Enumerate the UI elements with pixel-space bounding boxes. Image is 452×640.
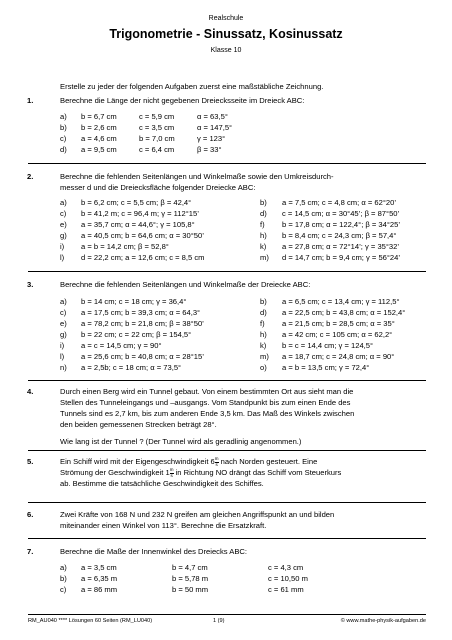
item-label: k) bbox=[260, 242, 267, 251]
item-label: l) bbox=[60, 352, 65, 361]
item-label: a) bbox=[60, 112, 67, 121]
divider bbox=[28, 271, 426, 272]
task-text-line: Berechne die fehlenden Seitenlängen und Winkelmaße sowie den Umkreisdurch- bbox=[60, 172, 334, 181]
item-value: b = 17,8 cm; α = 122,4°; β = 34°25’ bbox=[282, 220, 401, 229]
task-text-line: ab. Bestimme die tatsächliche Geschwindigkeit des Schiffes. bbox=[60, 479, 264, 488]
item-value: a = 78,2 cm; b = 21,8 cm; β = 38°50’ bbox=[81, 319, 204, 328]
item-value: a = 2,5b; c = 18 cm; α = 73,5° bbox=[81, 363, 182, 372]
task-5 bbox=[27, 456, 427, 489]
task-4 bbox=[27, 386, 427, 447]
divider bbox=[28, 380, 426, 381]
item-value: a = 42 cm; c = 105 cm; α = 62,2° bbox=[282, 330, 393, 339]
task-3 bbox=[27, 279, 427, 290]
item-label: h) bbox=[260, 231, 267, 240]
fraction-denominator: s bbox=[170, 472, 173, 478]
item-label: i) bbox=[60, 242, 65, 251]
item-value: a = 6,35 m bbox=[81, 574, 118, 583]
item-label: c) bbox=[60, 308, 67, 317]
item-label: b) bbox=[60, 574, 67, 583]
task-1 bbox=[27, 95, 427, 106]
item-value: a = 17,5 cm; b = 39,3 cm; α = 64,3° bbox=[81, 308, 201, 317]
text-segment: in Richtung NO drängt das Schiff vom Steuerkurs bbox=[173, 468, 342, 477]
task-text: Berechne die fehlenden Seitenlängen und Winkelmaße der Dreiecke ABC: bbox=[60, 280, 311, 289]
item-value: a = 7,5 cm; c = 4,8 cm; α = 62°20’ bbox=[282, 198, 397, 207]
task-number: 3. bbox=[27, 280, 34, 289]
task-number: 5. bbox=[27, 457, 34, 466]
item-value: a = 25,6 cm; b = 40,8 cm; α = 28°15’ bbox=[81, 352, 204, 361]
item-value: b = 8,4 cm; c = 24,3 cm; β = 57,4° bbox=[282, 231, 397, 240]
task-question: Wie lang ist der Tunnel ? (Der Tunnel wird als geradlinig angenommen.) bbox=[60, 437, 302, 446]
fraction-numerator: m bbox=[214, 456, 219, 461]
task-text-line bbox=[60, 467, 427, 478]
fraction-numerator: m bbox=[169, 467, 174, 472]
item-value: a = 3,5 cm bbox=[81, 563, 117, 572]
item-value: b = 2,6 cm bbox=[81, 123, 117, 132]
divider bbox=[28, 502, 426, 503]
item-value: b = 14 cm; c = 18 cm; γ = 36,4° bbox=[81, 297, 187, 306]
item-value: d = 14,7 cm; b = 9,4 cm; γ = 56°24’ bbox=[282, 253, 401, 262]
item-value: a = 18,7 cm; c = 24,8 cm; α = 90° bbox=[282, 352, 395, 361]
divider bbox=[28, 450, 426, 451]
item-value: b = 4,7 cm bbox=[172, 563, 208, 572]
item-value: c = 3,5 cm bbox=[139, 123, 175, 132]
task-text-line: Stellen des Tunneleingangs und –ausgangs. Vom Standpunkt bis zum einen Ende des bbox=[60, 398, 351, 407]
item-label: c) bbox=[60, 585, 67, 594]
task-text-line: Zwei Kräfte von 168 N und 232 N greifen am gleichen Angriffspunkt an und bilden bbox=[60, 510, 335, 519]
item-value: c = 10,50 m bbox=[268, 574, 308, 583]
item-label: b) bbox=[260, 198, 267, 207]
fraction-denominator: s bbox=[215, 461, 218, 467]
item-value: a = b = 13,5 cm; γ = 72,4° bbox=[282, 363, 370, 372]
item-value: c = 6,4 cm bbox=[139, 145, 175, 154]
item-label: c) bbox=[60, 134, 67, 143]
item-value: a = b = 14,2 cm; β = 52,8° bbox=[81, 242, 169, 251]
school-label: Realschule bbox=[208, 15, 244, 22]
task-number: 2. bbox=[27, 172, 34, 181]
item-value: a = 22,5 cm; b = 43,8 cm; α = 152,4° bbox=[282, 308, 406, 317]
text-segment: Ein Schiff wird mit der Eigengeschwindigkeit 6 bbox=[60, 457, 215, 466]
page-title: Trigonometrie - Sinussatz, Kosinussatz bbox=[109, 27, 343, 41]
footer-code: RM_AU040 **** Lösungen 60 Seiten (RM_LU040) bbox=[28, 618, 153, 624]
item-label: i) bbox=[60, 341, 65, 350]
item-label: n) bbox=[60, 363, 67, 372]
divider bbox=[28, 163, 426, 164]
item-value: γ = 123° bbox=[197, 134, 226, 143]
item-value: a = 35,7 cm; α = 44,6°; γ = 105,8° bbox=[81, 220, 195, 229]
item-label: c) bbox=[60, 209, 67, 218]
item-value: a = 27,8 cm; α = 72°14’; γ = 35°32’ bbox=[282, 242, 400, 251]
item-value: b = 41,2 m; c = 96,4 m; γ = 112°15’ bbox=[81, 209, 199, 218]
item-value: c = 14,5 cm; α = 30°45’; β = 87°50’ bbox=[282, 209, 400, 218]
item-value: b = 22 cm; c = 22 cm; β = 154,5° bbox=[81, 330, 192, 339]
item-value: a = 9,5 cm bbox=[81, 145, 117, 154]
item-label: b) bbox=[60, 123, 67, 132]
task-2 bbox=[27, 171, 427, 193]
item-label: b) bbox=[260, 297, 267, 306]
task-7 bbox=[27, 546, 427, 557]
intro-text: Erstelle zu jeder der folgenden Aufgaben zuerst eine maßstäbliche Zeichnung. bbox=[60, 82, 324, 91]
item-value: a = 40,5 cm; b = 64,6 cm; α = 30°50’ bbox=[81, 231, 204, 240]
item-value: b = c = 14,4 cm; γ = 124,5° bbox=[282, 341, 374, 350]
item-value: c = 4,3 cm bbox=[268, 563, 304, 572]
item-label: a) bbox=[60, 198, 67, 207]
page-number: 1 (9) bbox=[213, 618, 225, 624]
item-label: m) bbox=[260, 253, 269, 262]
item-value: a = c = 14,5 cm; γ = 90° bbox=[81, 341, 162, 350]
item-value: a = 21,5 cm; b = 28,5 cm; α = 35° bbox=[282, 319, 395, 328]
item-value: b = 6,2 cm; c = 5,5 cm; β = 42,4° bbox=[81, 198, 192, 207]
footer-divider bbox=[28, 614, 426, 615]
item-value: b = 6,7 cm bbox=[81, 112, 117, 121]
task-text: Berechne die Länge der nicht gegebenen Dreiecksseite im Dreieck ABC: bbox=[60, 96, 305, 105]
task-number: 4. bbox=[27, 387, 34, 396]
task-number: 6. bbox=[27, 510, 34, 519]
item-label: g) bbox=[60, 231, 67, 240]
item-value: a = 4,6 cm bbox=[81, 134, 117, 143]
item-value: b = 50 mm bbox=[172, 585, 209, 594]
item-value: a = 6,5 cm; c = 13,4 cm; γ = 112,5° bbox=[282, 297, 400, 306]
item-value: c = 5,9 cm bbox=[139, 112, 175, 121]
item-label: e) bbox=[60, 319, 67, 328]
item-value: a = 86 mm bbox=[81, 585, 118, 594]
item-label: e) bbox=[60, 220, 67, 229]
task-text-line: Durch einen Berg wird ein Tunnel gebaut. Von einem bestimmten Ort aus sieht man die bbox=[60, 387, 354, 396]
item-label: d) bbox=[260, 308, 267, 317]
item-label: d) bbox=[260, 209, 267, 218]
task-text-line: miteinander einen Winkel von 113°. Berechne die Ersatzkraft. bbox=[60, 521, 267, 530]
grade-label: Klasse 10 bbox=[210, 47, 242, 54]
divider bbox=[28, 538, 426, 539]
task-text-line: Tunnels sind es 2,7 km, bis zum anderen Ende 3,5 km. Das Maß des Winkels zwischen bbox=[60, 409, 355, 418]
item-label: a) bbox=[60, 563, 67, 572]
task-6 bbox=[27, 509, 427, 531]
task-text: Berechne die Maße der Innenwinkel des Dreiecks ABC: bbox=[60, 547, 247, 556]
item-value: α = 63,5° bbox=[197, 112, 228, 121]
task-number: 7. bbox=[27, 547, 34, 556]
item-label: f) bbox=[260, 220, 265, 229]
item-label: g) bbox=[60, 330, 67, 339]
item-value: α = 147,5° bbox=[197, 123, 233, 132]
item-label: k) bbox=[260, 341, 267, 350]
item-label: o) bbox=[260, 363, 267, 372]
item-value: b = 7,0 cm bbox=[139, 134, 175, 143]
item-label: f) bbox=[260, 319, 265, 328]
item-value: c = 61 mm bbox=[268, 585, 304, 594]
task-text-line bbox=[60, 456, 427, 467]
item-value: β = 33° bbox=[197, 145, 222, 154]
item-label: l) bbox=[60, 253, 65, 262]
item-label: h) bbox=[260, 330, 267, 339]
task-text-line: den beiden gemessenen Strecken beträgt 28°. bbox=[60, 420, 217, 429]
task-number: 1. bbox=[27, 96, 34, 105]
footer-website: © www.mathe-physik-aufgaben.de bbox=[340, 618, 426, 624]
text-segment: nach Norden gesteuert. Eine bbox=[218, 457, 318, 466]
item-value: b = 5,78 m bbox=[172, 574, 209, 583]
item-label: m) bbox=[260, 352, 269, 361]
task-text-line: messer d und die Dreiecksfläche folgender Dreiecke ABC: bbox=[60, 183, 256, 192]
item-label: d) bbox=[60, 145, 67, 154]
item-label: a) bbox=[60, 297, 67, 306]
text-segment: Strömung der Geschwindigkeit 1 bbox=[60, 468, 170, 477]
item-value: d = 22,2 cm; a = 12,6 cm; c = 8,5 cm bbox=[81, 253, 205, 262]
